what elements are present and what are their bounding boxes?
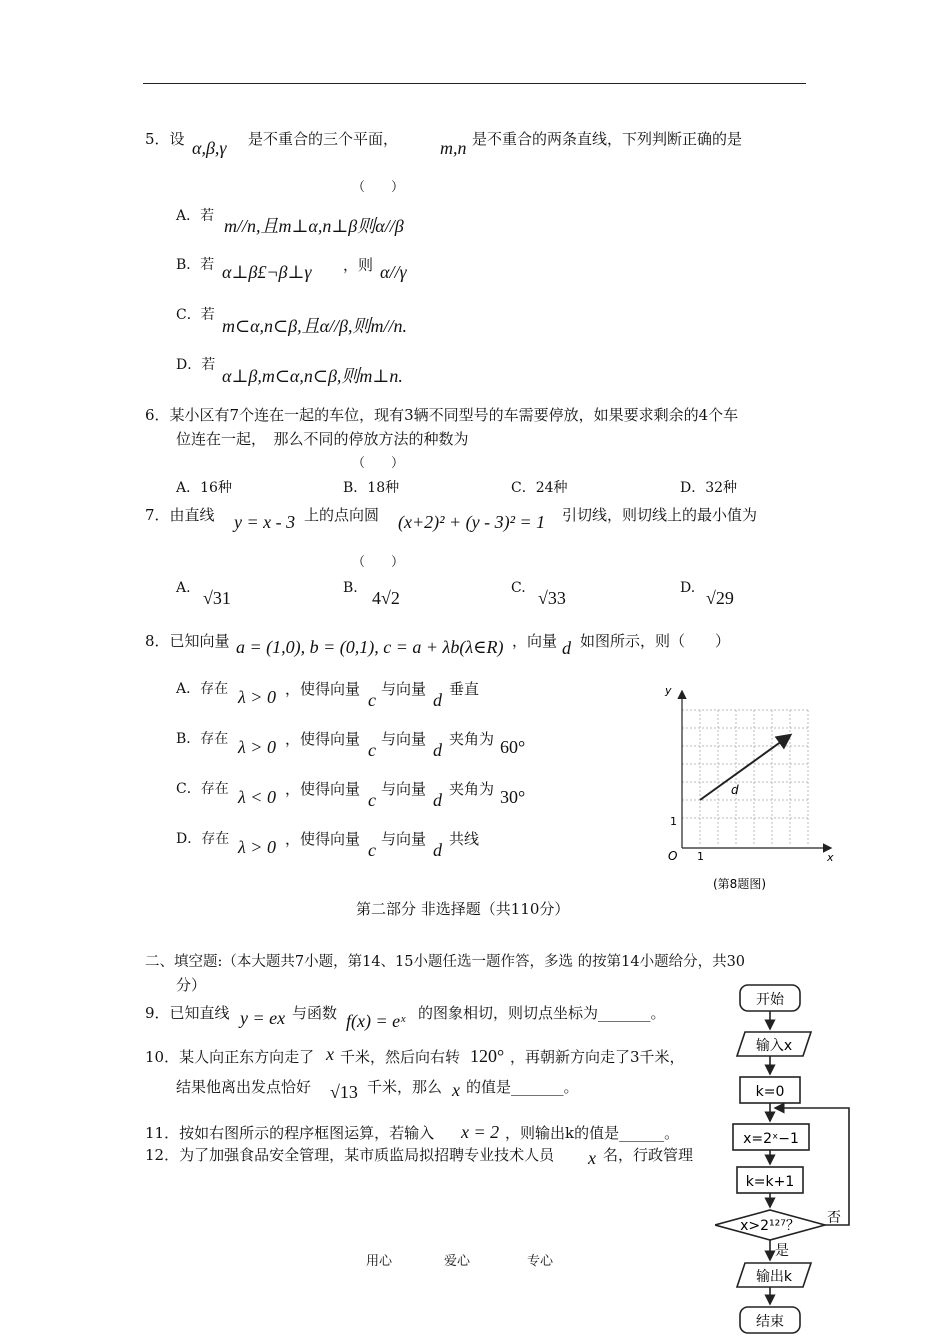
q8-option-b-cond: λ > 0 (238, 737, 276, 757)
q7-option-d-value: √29 (706, 588, 734, 608)
q8-option-d-t3: 共线 (449, 830, 480, 848)
q8-text2: 如图所示，则（ ） (580, 632, 731, 650)
q7-number: 7．由直线 (145, 506, 215, 524)
q6-option-a: A．16种 (176, 480, 232, 496)
q5-lines: m,n (440, 138, 467, 158)
q7-line-eq: y = x - 3 (234, 512, 296, 532)
q5-option-a-math: m//n,且m⊥α,n⊥β则α//β (224, 216, 404, 236)
q8-number: 8．已知向量 (145, 632, 230, 650)
q5-option-b-label: B．若 (176, 257, 215, 273)
q8-grid (682, 710, 808, 845)
q8-option-b-angle: 60° (500, 737, 526, 757)
q5-answer-paren: （ ） (352, 180, 405, 195)
q8-option-b-d: d (433, 740, 442, 760)
q10-line2b: 千米，那么 (367, 1078, 443, 1096)
q8-y-label: y (665, 684, 672, 697)
q5-number: 5．设 (145, 130, 185, 148)
q6-line1: 6．某小区有7个连在一起的车位，现有3辆不同型号的车需要停放，如果要求剩余的4个车 (145, 406, 739, 424)
q8-option-a-t2: 与向量 (381, 680, 427, 698)
q5-option-b-math2: α//γ (380, 262, 407, 282)
q5-option-b-math: α⊥β£¬β⊥γ (222, 262, 312, 282)
q5-option-d-math: α⊥β,m⊂α,n⊂β,则m⊥n. (222, 366, 403, 386)
q8-vector-label: d (731, 783, 739, 797)
section2-line1: 二、填空题:（本大题共7小题，第14、15小题任选一题作答，多选 的按第14小题给分，共30 (145, 954, 746, 970)
footer-item-1: 用心 (366, 1254, 393, 1269)
q5-option-c-math: m⊂α,n⊂β,且α//β,则m//n. (222, 316, 407, 336)
part2-title: 第二部分 非选择题（共110分） (356, 900, 570, 918)
q8-option-c-label: C．存在 (176, 781, 229, 797)
q10-line2c: 的值是_______。 (466, 1078, 579, 1096)
fc-output-label: 输出k (755, 1269, 793, 1285)
q8-option-b-label: B．存在 (176, 731, 229, 747)
fc-cond-label: x>2¹²⁷？ (740, 1218, 800, 1234)
q6-line2: 位连在一起， 那么不同的停放方法的种数为 (176, 430, 469, 448)
fc-init-label: k=0 (755, 1084, 785, 1100)
q8-option-c-cond: λ < 0 (238, 787, 276, 807)
q11-text-b: ，则输出k的值是______。 (505, 1124, 680, 1142)
q8-option-d-label: D．存在 (176, 831, 230, 847)
q10-x2: x (452, 1080, 460, 1100)
q12-text-b: 名，行政管理 (603, 1146, 694, 1164)
q8-option-d-cond: λ > 0 (238, 837, 276, 857)
q5-option-b-mid: ，则 (343, 256, 374, 274)
q7-text1: 上的点向圆 (304, 506, 380, 524)
q10-line1b: 千米，然后向右转 (340, 1048, 461, 1066)
q8-vectors: a = (1,0), b = (0,1), c = a + λb(λ∈R) (236, 637, 504, 657)
q9-text1: 与函数 (292, 1004, 338, 1022)
q12-x: x (588, 1148, 596, 1168)
q8-option-c-c: c (368, 790, 376, 810)
q7-option-b-label: B. (343, 580, 358, 596)
flowchart (715, 982, 860, 1340)
q8-option-a-label: A．存在 (176, 681, 229, 697)
q8-vector-figure (655, 680, 845, 895)
q7-option-b-value: 4√2 (372, 588, 400, 608)
q8-option-c-angle: 30° (500, 787, 526, 807)
q9-line-eq: y = ex (240, 1008, 286, 1028)
q7-answer-paren: （ ） (352, 555, 405, 570)
header-rule (143, 83, 806, 84)
q9-text2: 的图象相切，则切点坐标为_______。 (418, 1004, 666, 1022)
q5-option-c-label: C．若 (176, 307, 215, 323)
q8-option-b-t1: ，使得向量 (285, 730, 361, 748)
fc-end-label: 结束 (756, 1314, 784, 1330)
q8-option-d-t2: 与向量 (381, 830, 427, 848)
q8-option-c-d: d (433, 790, 442, 810)
q8-option-c-t3: 夹角为 (449, 780, 495, 798)
q7-text2: 引切线，则切线上的最小值为 (562, 506, 758, 524)
q7-option-a-value: √31 (203, 588, 231, 608)
q10-line1a: 10．某人向正东方向走了 (145, 1048, 315, 1066)
q8-text1: ，向量 (512, 632, 558, 650)
q6-answer-paren: （ ） (352, 456, 405, 471)
q8-figure-caption: (第8题图) (713, 877, 766, 891)
q8-option-d-t1: ，使得向量 (285, 830, 361, 848)
footer-item-2: 爱心 (444, 1254, 471, 1269)
fc-incr-label: k=k+1 (745, 1174, 795, 1190)
q10-angle: 120° (470, 1046, 505, 1066)
q8-option-a-t3: 垂直 (449, 680, 480, 698)
q8-option-a-d: d (433, 690, 442, 710)
q7-option-c-value: √33 (538, 588, 566, 608)
q8-vector-d-arrow (700, 736, 789, 800)
q9-number: 9．已知直线 (145, 1004, 230, 1022)
q11-text-a: 11．按如右图所示的程序框图运算，若输入 (145, 1124, 435, 1142)
q8-option-c-t2: 与向量 (381, 780, 427, 798)
fc-no-label: 否 (827, 1210, 841, 1226)
fc-yes-label: 是 (775, 1243, 789, 1259)
q5-planes: α,β,γ (192, 138, 227, 158)
fc-start-label: 开始 (756, 992, 784, 1008)
q8-vector-d: d (562, 638, 571, 658)
q7-option-c-label: C. (511, 580, 526, 596)
q11-condition: x = 2 (461, 1122, 500, 1142)
q8-x-label: x (827, 851, 834, 864)
q7-circle-eq: (x+2)² + (y - 3)² = 1 (398, 512, 546, 532)
q8-tick-y-label: 1 (670, 815, 677, 828)
q6-option-b: B．18种 (343, 480, 400, 496)
fc-input-label: 输入x (755, 1038, 793, 1054)
q8-option-c-t1: ，使得向量 (285, 780, 361, 798)
q8-option-b-t3: 夹角为 (449, 730, 495, 748)
q8-option-d-d: d (433, 840, 442, 860)
q10-sqrt13: √13 (330, 1082, 358, 1102)
q8-origin-label: O (668, 849, 678, 863)
section2-line2: 分） (176, 976, 207, 994)
q10-x: x (326, 1044, 334, 1064)
q5-option-a-label: A．若 (176, 208, 215, 224)
q6-option-c: C．24种 (511, 480, 568, 496)
q7-option-a-label: A. (176, 580, 191, 596)
q8-option-a-c: c (368, 690, 376, 710)
q8-option-a-cond: λ > 0 (238, 687, 276, 707)
q12-text-a: 12．为了加强食品安全管理，某市质监局拟招聘专业技术人员 (145, 1146, 555, 1164)
fc-assign-label: x=2ˣ−1 (743, 1131, 799, 1147)
q8-option-a-t1: ，使得向量 (285, 680, 361, 698)
q10-line2a: 结果他离出发点恰好 (176, 1078, 312, 1096)
q5-option-d-label: D．若 (176, 357, 216, 373)
q5-text1: 是不重合的三个平面， (248, 130, 399, 148)
q8-option-b-c: c (368, 740, 376, 760)
footer-item-3: 专心 (527, 1254, 554, 1269)
q10-line1c: ，再朝新方向走了3千米， (510, 1048, 685, 1066)
q5-text2: 是不重合的两条直线，下列判断正确的是 (472, 130, 743, 148)
q7-option-d-label: D. (680, 580, 696, 596)
q8-tick-x-label: 1 (697, 850, 704, 863)
q8-option-b-t2: 与向量 (381, 730, 427, 748)
q6-option-d: D．32种 (680, 480, 738, 496)
q8-option-d-c: c (368, 840, 376, 860)
q9-function: f(x) = eˣ (346, 1011, 406, 1031)
